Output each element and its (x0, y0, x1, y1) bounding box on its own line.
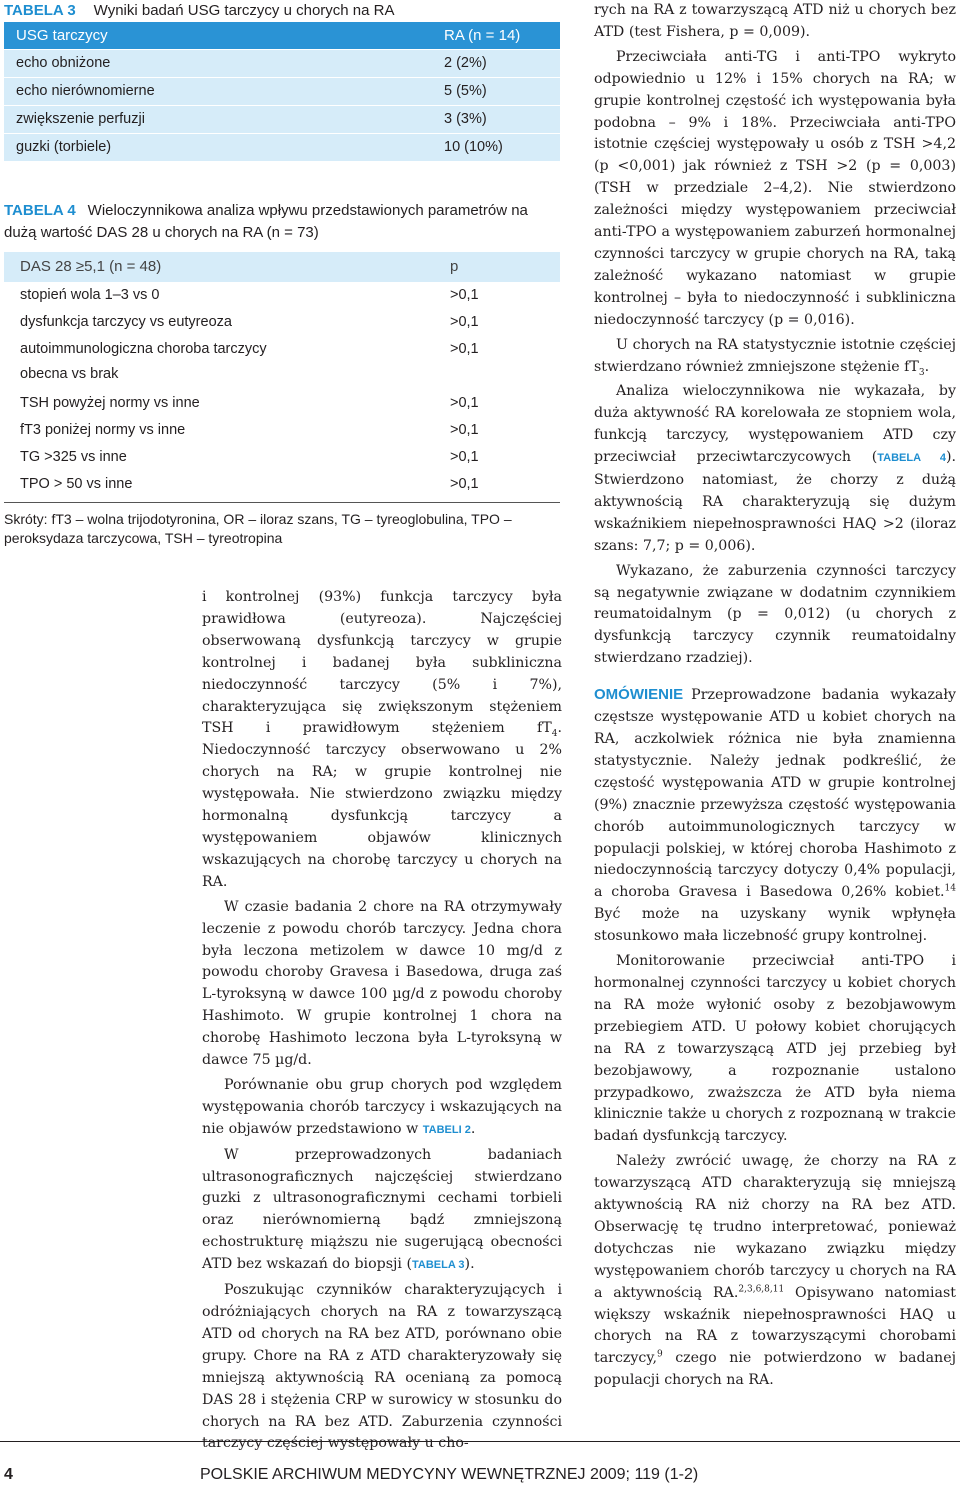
table-cell: >0,1 (450, 422, 479, 438)
table-row (4, 390, 560, 417)
table-cell: echo obniżone (16, 55, 111, 71)
table-3-title: Wyniki badań USG tarczycy u chorych na RA (93, 2, 395, 19)
table-cell: 10 (10%) (444, 139, 503, 155)
table-cell: fT3 poniżej normy vs inne (20, 422, 186, 438)
paragraph (202, 587, 562, 894)
section-heading: OMÓWIENIE (594, 686, 684, 704)
table-cell: 3 (3%) (444, 111, 487, 127)
table-reference-link[interactable]: TABELA 3 (411, 1259, 465, 1272)
table-4-label: TABELA 4 (4, 202, 76, 219)
page-number: 4 (4, 1466, 13, 1483)
text-run: Być może na uzyskany wynik wpłynęła stosunkowo mała liczebność grupy kontrolnej. (594, 906, 956, 945)
citation: 9 (656, 1349, 663, 1360)
paragraph (594, 381, 956, 557)
table-cell: >0,1 (450, 341, 479, 357)
text-run: Opisywano natomiast większy wskaźnik niepełnosprawności HAQ u chorych na RA z towarzyszącymi chorobami tarczycy, (594, 1284, 957, 1367)
table-row (4, 444, 560, 471)
table-3-caption (4, 0, 560, 22)
table-cell: 2 (2%) (444, 55, 487, 71)
table-cell: >0,1 (450, 287, 479, 303)
subscript: 3 (918, 367, 925, 378)
table-3 (4, 0, 560, 162)
text-run: Przeprowadzone badania wykazały częstsze występowanie ATD u kobiet chorych na RA, aczkolwiek różnica nie była znamienna statystycznie. Należy jednak podkreślić, że częstość występowania ATD w grupie kontrolnej (9%) znacznie przewyższa częstość występowania chorób autoimmunologicznych tarczycy w populacji polskiej, w której choroba Hashimoto z niedoczynnością tarczycy dotyczy 0,4% populacji, a choroba Gravesa i Basedowa 0,26% kobiet. (594, 687, 956, 901)
table-cell: >0,1 (450, 314, 479, 330)
table-cell: guzki (torbiele) (16, 139, 112, 155)
table-4-abbreviations: Skróty: fT3 – wolna trijodotyronina, OR – iloraz szans, TG – tyreoglobulina, TPO – peroksydaza tarczycowa, TSH – tyreotropina (4, 511, 512, 546)
table-cell: echo nierównomierne (16, 83, 155, 99)
citation: 2,3,6,8,11 (738, 1283, 785, 1294)
table-row (4, 134, 560, 162)
table-3-header-col1: USG tarczycy (16, 27, 108, 44)
body-column-left (202, 587, 562, 1455)
table-4-header (4, 252, 560, 282)
text-run: . (470, 1120, 476, 1137)
table-row (4, 471, 560, 498)
table-cell: stopień wola 1–3 vs 0 (20, 287, 160, 303)
table-row (4, 336, 560, 390)
table-cell: dysfunkcja tarczycy vs eutyreoza (20, 314, 232, 330)
paragraph (594, 684, 956, 948)
table-4 (4, 200, 560, 503)
paragraph: W czasie badania 2 chore na RA otrzymywały leczenie z powodu chorób tarczycy. Jedna chora była leczona metizolem w dawce 10 mg/d z powodu choroby Gravesa i Basedowa, druga zaś L-tyroksyną w dawce 100 µg/d z powodu choroby Hashimoto. W grupie kontrolnej 1 chora na chorobę Hashimoto leczona była L-tyroksyną w dawce 75 µg/d. (202, 898, 562, 1069)
table-3-header (4, 22, 560, 50)
table-cell: >0,1 (450, 449, 479, 465)
text-run: Należy zwrócić uwagę, że chorzy na RA z towarzyszącą ATD charakteryzują się mniejszą aktywnością RA niż chorzy na RA bez ATD. Obserwację tę trudno interpretować, ponieważ dotychczas nie wykazano związku między występowaniem chorób tarczycy u chorych na RA a aktywnością RA. (594, 1153, 956, 1301)
table-cell: TG >325 vs inne (20, 449, 127, 465)
table-cell: >0,1 (450, 476, 479, 492)
table-4-header-col1: DAS 28 ≥5,1 (n = 48) (20, 258, 162, 275)
citation: 14 (944, 883, 956, 894)
table-4-caption (4, 200, 560, 244)
table-row (4, 106, 560, 134)
paragraph (594, 1151, 956, 1392)
paragraph (202, 1075, 562, 1142)
table-row (4, 50, 560, 78)
table-4-bottom-rule (4, 502, 560, 503)
table-cell: TPO > 50 vs inne (20, 476, 133, 492)
text-run: ). (464, 1256, 475, 1273)
subscript: 4 (551, 729, 558, 740)
paragraph (202, 1145, 562, 1277)
paragraph (594, 335, 956, 379)
table-reference-link[interactable]: TABELA 4 (877, 452, 946, 465)
table-cell: 5 (5%) (444, 83, 487, 99)
table-reference-link[interactable]: TABELI 2 (422, 1123, 471, 1136)
table-4-header-col2: p (450, 258, 459, 275)
text-run: i kontrolnej (93%) funkcja tarczycy była prawidłowa (eutyreoza). Najczęściej obserwowaną dysfunkcją tarczycy w grupie kontrolnej i badanej była subkliniczna niedoczynność tarczycy (5% i 7%), charakteryzująca się zwiększonym stężeniem TSH i prawidłowym stężeniem fT (202, 589, 562, 737)
table-row (4, 282, 560, 309)
table-cell: >0,1 (450, 395, 479, 411)
text-run: czego nie potwierdzono w badanej populacji chorych na RA. (594, 1350, 956, 1389)
paragraph: Wykazano, że zaburzenia czynności tarczycy są negatywnie związane w dodatnim czynnikiem reumatoidalnym (p = 0,012) (u chorych z dysfunkcją tarczycy czynnik reumatoidalny stwierdzano rzadziej). (594, 562, 956, 667)
text-run: Analiza wieloczynnikowa nie wykazała, by duża aktywność RA korelowała ze stopniem wola, funkcją tarczycy, występowaniem ATD czy przeciwciał przeciwtarczycowych ( (594, 383, 956, 466)
text-run: W przeprowadzonych badaniach ultrasonograficznych najczęściej stwierdzano guzki z ultrasonograficznymi cechami torbieli oraz nierównomierną bądź zmniejszoną echostrukturę miąższu nie sugerującą obecności ATD bez wskazań do biopsji ( (202, 1146, 562, 1273)
text-run: . (924, 358, 930, 375)
body-column-right (594, 0, 956, 1392)
table-4-title: Wieloczynnikowa analiza wpływu przedstawionych parametrów na dużą wartość DAS 28 u chorych na RA (n = 73) (4, 202, 528, 241)
journal-name: POLSKIE ARCHIWUM MEDYCYNY WEWNĘTRZNEJ 2009; 119 (1-2) (200, 1466, 699, 1483)
paragraph: Poszukując czynników charakteryzujących i odróżniających chorych na RA z towarzyszącą ATD od chorych na RA bez ATD, porównano obie grupy. Chore na RA z ATD charakteryzowały się mniejszą aktywnością RA ocenianą za pomocą DAS 28 i stężenia CRP w surowicy w stosunku do chorych na RA bez ATD. Zaburzenia czynności tarczycy częściej występowały u cho- (202, 1282, 562, 1452)
table-cell: zwiększenie perfuzji (16, 111, 145, 127)
text-run: U chorych na RA statystycznie istotnie częściej stwierdzano również zmniejszone stężenie fT (594, 336, 956, 375)
page-footer (0, 1441, 960, 1483)
table-row (4, 417, 560, 444)
table-3-label: TABELA 3 (4, 2, 76, 19)
paragraph: Monitorowanie przeciwciał anti-TPO i hormonalnej czynności tarczycy u kobiet chorych na RA może wyłonić osoby z bezobjawowym przebiegiem ATD. U połowy kobiet chorujących na RA z towarzyszącą ATD jej przebieg był bezobjawowy, a rozpoznanie ustalono przypadkowo, zważszcza że ATD była niema klinicznie także u chorych z rozpoznaną w trakcie badań dysfunkcją tarczycy. (594, 953, 956, 1145)
table-3-header-col2: RA (n = 14) (444, 27, 521, 44)
text-run: ). Stwierdzono natomiast, że chorzy z dużą aktywnością RA charakteryzują się dużym wskaźnikiem niepełnosprawności HAQ >2 (iloraz szans: 7,7; p = 0,006). (594, 449, 956, 554)
paragraph: Przeciwciała anti-TG i anti-TPO wykryto odpowiednio u 12% i 15% chorych na RA; w grupie kontrolnej częstość ich występowania była podobna – 9% i 18%. Przeciwciała anti-TPO istotnie częściej występowały u osób z TSH >4,2 (p <0,001) jak również z TSH >2 (p = 0,003) (TSH w przedziale 2–4,2). Nie stwierdzono zależności między występowaniem przeciwciał anti-TPO a występowaniem zaburzeń hormonalnej czynności tarczycy w grupie chorych na RA, taką zależność wykazano natomiast w grupie kontrolnej – była to niedoczynność i subkliniczna niedoczynność tarczycy (p = 0,016). (594, 48, 956, 328)
table-cell: TSH powyżej normy vs inne (20, 395, 200, 411)
table-cell: autoimmunologiczna choroba tarczycy obecna vs brak (20, 341, 267, 382)
table-row (4, 309, 560, 336)
table-row (4, 78, 560, 106)
text-run: . Niedoczynność tarczycy obserwowano u 2% chorych na RA; w grupie kontrolnej nie występowała. Nie stwierdzono związku między hormonalną dysfunkcją tarczycy a występowaniem objawów klinicznych wskazujących na chorobę tarczycy u chorych na RA. (202, 720, 562, 890)
text-run: Porównanie obu grup chorych pod względem występowania chorób tarczycy i wskazujących na nie objawów przedstawiono w (202, 1076, 562, 1137)
paragraph: rych na RA z towarzyszącą ATD niż u chorych bez ATD (test Fishera, p = 0,009). (594, 2, 956, 40)
